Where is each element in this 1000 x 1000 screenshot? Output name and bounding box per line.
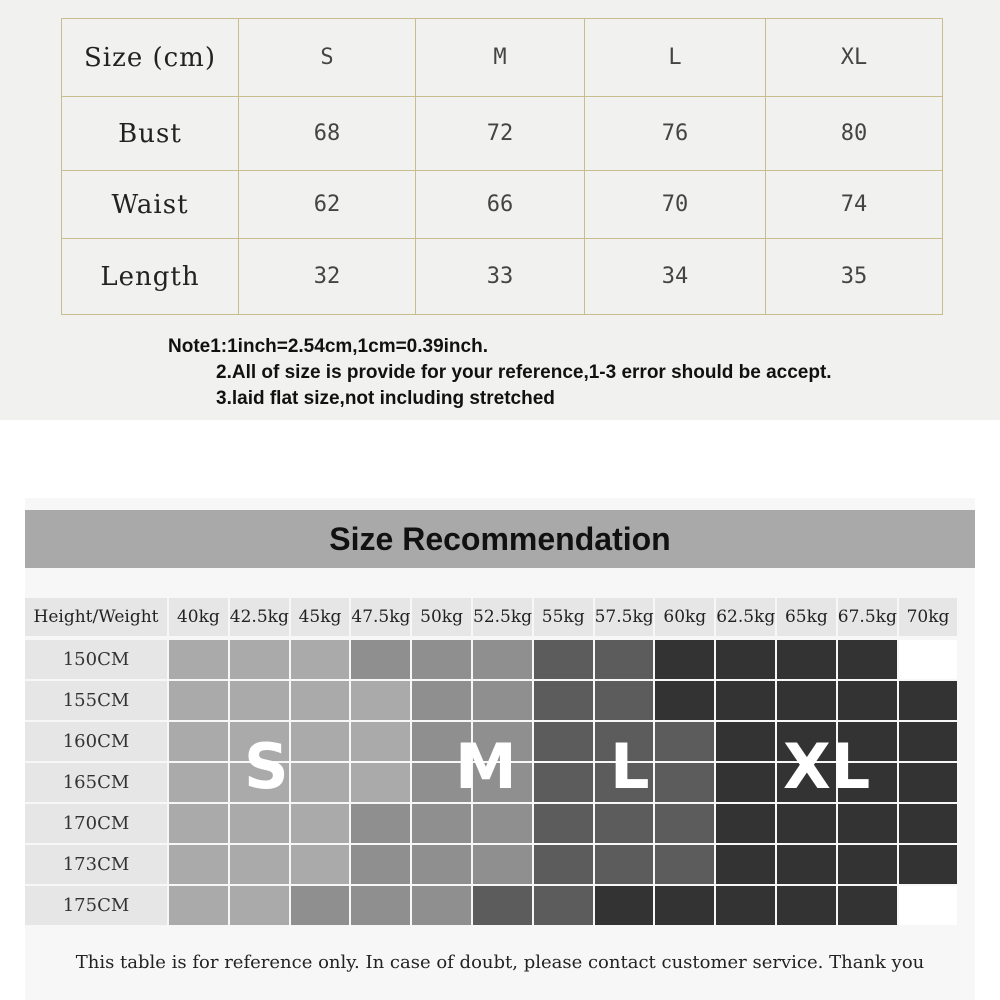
grid-cell: [716, 845, 775, 884]
weight-header: 67.5kg: [838, 598, 897, 636]
grid-cell: [351, 845, 410, 884]
grid-cell: [169, 640, 228, 679]
table-cell: 66: [416, 171, 585, 239]
table-cell: 62: [239, 171, 416, 239]
grid-cell: [777, 845, 836, 884]
grid-cell: [655, 886, 714, 925]
grid-cell: [412, 640, 471, 679]
height-label: 155CM: [25, 681, 167, 720]
grid-cell: [838, 640, 897, 679]
height-label: 165CM: [25, 763, 167, 802]
grid-cell: [230, 845, 289, 884]
grid-cell: [169, 722, 228, 761]
row-label-waist: Waist: [62, 171, 239, 239]
grid-cell: [534, 845, 593, 884]
grid-cell: [655, 722, 714, 761]
table-header-row: [62, 19, 943, 97]
table-cell: 74: [766, 171, 943, 239]
grid-cell: [777, 681, 836, 720]
grid-cell: [838, 681, 897, 720]
grid-cell: [716, 886, 775, 925]
grid-cell: [716, 722, 775, 761]
table-cell: 33: [416, 239, 585, 315]
grid-cell: [351, 681, 410, 720]
grid-cell: [534, 804, 593, 843]
table-cell: 35: [766, 239, 943, 315]
grid-cell: [777, 886, 836, 925]
grid-cell: [473, 640, 532, 679]
grid-cell: [655, 763, 714, 802]
table-row: [62, 239, 943, 315]
table-cell: 68: [239, 97, 416, 171]
weight-header: 65kg: [777, 598, 836, 636]
height-label: 175CM: [25, 886, 167, 925]
grid-cell: [595, 804, 654, 843]
grid-cell: [595, 681, 654, 720]
grid-cell: [534, 681, 593, 720]
grid-cell: [412, 845, 471, 884]
table-cell: 32: [239, 239, 416, 315]
size-m-header: M: [416, 19, 585, 97]
grid-cell: [838, 845, 897, 884]
grid-cell: [716, 804, 775, 843]
weight-header: 57.5kg: [595, 598, 654, 636]
table-cell: 76: [585, 97, 766, 171]
grid-cell: [291, 804, 350, 843]
grid-cell: [899, 681, 958, 720]
table-cell: 70: [585, 171, 766, 239]
height-label: 173CM: [25, 845, 167, 884]
grid-cell: [899, 763, 958, 802]
grid-cell: [291, 845, 350, 884]
grid-cell: [777, 640, 836, 679]
grid-cell: [230, 640, 289, 679]
grid-cell: [230, 886, 289, 925]
grid-cell: [899, 722, 958, 761]
grid-cell: [534, 722, 593, 761]
weight-header: 60kg: [655, 598, 714, 636]
grid-cell: [595, 845, 654, 884]
size-xl-header: XL: [766, 19, 943, 97]
grid-cell: [655, 804, 714, 843]
table-cell: 72: [416, 97, 585, 171]
size-l-header: L: [585, 19, 766, 97]
corner-label: Height/Weight: [25, 598, 167, 636]
size-s-header: S: [239, 19, 416, 97]
grid-cell: [291, 640, 350, 679]
size-cm-header: Size (cm): [62, 19, 239, 97]
grid-cell: [351, 804, 410, 843]
height-label: 150CM: [25, 640, 167, 679]
grid-cell: [351, 763, 410, 802]
grid-cell: [351, 886, 410, 925]
grid-cell: [291, 722, 350, 761]
note-line-2: 2.All of size is provide for your reference,1-3 error should be accept.: [216, 362, 832, 383]
grid-cell: [169, 886, 228, 925]
grid-cell: [230, 804, 289, 843]
grid-cell: [169, 804, 228, 843]
grid-cell: [351, 640, 410, 679]
grid-cell: [169, 845, 228, 884]
weight-header: 52.5kg: [473, 598, 532, 636]
size-table: [61, 18, 943, 315]
height-label: 170CM: [25, 804, 167, 843]
note-line-1: Note1:1inch=2.54cm,1cm=0.39inch.: [168, 336, 488, 357]
grid-cell: [595, 886, 654, 925]
size-zone-label-xl: XL: [783, 730, 871, 803]
grid-cell: [291, 886, 350, 925]
row-label-length: Length: [62, 239, 239, 315]
size-zone-label-m: M: [455, 730, 517, 803]
grid-cell: [838, 804, 897, 843]
height-label: 160CM: [25, 722, 167, 761]
grid-cell: [899, 640, 958, 679]
weight-header: 62.5kg: [716, 598, 775, 636]
weight-header: 55kg: [534, 598, 593, 636]
grid-cell: [473, 845, 532, 884]
grid-cell: [412, 681, 471, 720]
grid-cell: [351, 722, 410, 761]
size-zone-label-s: S: [244, 730, 289, 803]
grid-cell: [534, 763, 593, 802]
weight-header: 47.5kg: [351, 598, 410, 636]
weight-header: 50kg: [412, 598, 471, 636]
footer-disclaimer: This table is for reference only. In case of doubt, please contact customer service. Thank you: [75, 952, 925, 973]
weight-header: 70kg: [899, 598, 958, 636]
grid-cell: [473, 681, 532, 720]
grid-cell: [838, 886, 897, 925]
table-row: [62, 97, 943, 171]
grid-cell: [655, 845, 714, 884]
recommendation-title: Size Recommendation: [25, 510, 975, 568]
grid-cell: [473, 886, 532, 925]
grid-cell: [534, 886, 593, 925]
grid-cell: [169, 681, 228, 720]
grid-cell: [473, 804, 532, 843]
row-label-bust: Bust: [62, 97, 239, 171]
grid-cell: [777, 804, 836, 843]
grid-cell: [534, 640, 593, 679]
grid-cell: [899, 845, 958, 884]
size-zone-label-l: L: [610, 730, 650, 803]
weight-header: 45kg: [291, 598, 350, 636]
grid-cell: [412, 804, 471, 843]
grid-cell: [291, 763, 350, 802]
grid-cell: [291, 681, 350, 720]
grid-cell: [716, 681, 775, 720]
grid-cell: [899, 804, 958, 843]
table-cell: 34: [585, 239, 766, 315]
grid-cell: [412, 886, 471, 925]
weight-header: 40kg: [169, 598, 228, 636]
grid-cell: [716, 763, 775, 802]
grid-cell: [169, 763, 228, 802]
grid-cell: [595, 640, 654, 679]
grid-cell: [899, 886, 958, 925]
size-notes: [168, 334, 832, 412]
table-row: [62, 171, 943, 239]
grid-cell: [716, 640, 775, 679]
grid-cell: [655, 640, 714, 679]
note-line-3: 3.laid flat size,not including stretched: [216, 388, 555, 409]
grid-cell: [230, 681, 289, 720]
size-chart-section: [0, 0, 1000, 420]
weight-header: 42.5kg: [230, 598, 289, 636]
grid-cell: [655, 681, 714, 720]
table-cell: 80: [766, 97, 943, 171]
